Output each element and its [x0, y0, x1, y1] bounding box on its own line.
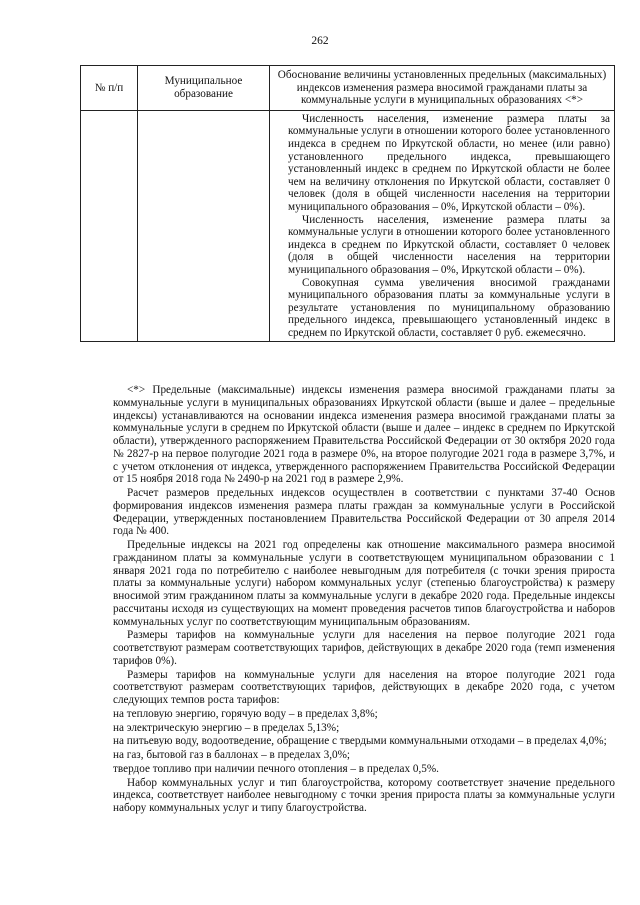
justification-paragraph: Численность населения, изменение размера платы за коммунальные услуги в отношении которого более установленного индекса в среднем по Иркутской области, но менее (или равно) установленного предельного индекса, превышающего установленный индекс в среднем по Иркутской области не более чем на величину отклонения по Иркутской области, составляет 0 человек (доля в общей численности населения на территории муниципального образования – 0%, Иркутской области – 0%). — [288, 112, 610, 213]
body-paragraph: Набор коммунальных услуг и тип благоустройства, которому соответствует значение предельного индекса, соответствует наиболее невыгодному с точки зрения прироста платы за коммунальные услуги набору коммунальных услуг и типу благоустройства. — [113, 776, 615, 814]
body-paragraph: Размеры тарифов на коммунальные услуги для населения на второе полугодие 2021 года соответствуют размерам соответствующих тарифов, действующих в декабре 2020 года, с учетом следующих темпов роста тарифов: — [113, 668, 615, 706]
justification-paragraph: Совокупная сумма увеличения вносимой гражданами муниципального образования платы за коммунальные услуги в результате установления по муниципальному образованию предельного индекса, превышающего установленный индекс в среднем по Иркутской области, составляет 0 руб. ежемесячно. — [288, 276, 610, 339]
body-paragraph: Предельные индексы на 2021 год определены как отношение максимального размера вносимой гражданином платы за коммунальные услуги в соответствующем муниципальном образовании с 1 января 2021 года по потребителю с наиболее невыгодным для потребителя (с точки зрения прироста платы за коммунальные услуги) набором коммунальных услуг (степенью благоустройства) к размеру вносимой этим гражданином платы за коммунальные услуги в декабре 2020 года. Предельные индексы рассчитаны исходя из существующих на момент проведения расчетов типов благоустройства и наборов коммунальных услуг по соответствующим муниципальным образованиям. — [113, 539, 615, 628]
cell-justification — [270, 110, 615, 342]
tariff-item: на питьевую воду, водоотведение, обращение с твердыми коммунальными отходами – в пределах 4,0%; — [113, 735, 607, 748]
tariff-item: на электрическую энергию – в пределах 5,13%; — [113, 721, 340, 734]
cell-number — [81, 110, 138, 342]
header-municipality: Муниципальное образование — [138, 66, 270, 111]
table-header-row — [81, 66, 615, 111]
body-paragraph: Расчет размеров предельных индексов осуществлен в соответствии с пунктами 37-40 Основ формирования индексов изменения размера платы граждан за коммунальные услуги в Российской Федерации, утвержденных постановлением Правительства Российской Федерации от 30 апреля 2014 года № 400. — [113, 487, 615, 538]
justification-table — [80, 65, 615, 342]
body-text — [113, 384, 615, 816]
page-number: 262 — [311, 35, 329, 47]
cell-municipality — [138, 110, 270, 342]
footnote-paragraph: <*> Предельные (максимальные) индексы изменения размера вносимой гражданами платы за коммунальные услуги в муниципальных образованиях Иркутской области (выше и далее – предельные индексы) устанавливаются на основании индекса изменения размера вносимой гражданами платы за коммунальные услуги в среднем по Иркутской области (выше и далее – индекс в среднем по Иркутской области), утвержденного распоряжением Правительства Российской Федерации от 30 октября 2020 года № 2827-р на первое полугодие 2021 года в размере 0%, на второе полугодие 2021 года в размере 3,7%, и с учетом отклонения от индекса, утвержденного распоряжением Правительства Российской Федерации от 15 ноября 2018 года № 2490-р на 2021 год в размере 2,9%. — [113, 384, 615, 486]
header-justification: Обоснование величины установленных предельных (максимальных) индексов изменения размера вносимой гражданами платы за коммунальные услуги в муниципальных образованиях <*> — [270, 66, 615, 111]
tariff-item: на газ, бытовой газ в баллонах – в пределах 3,0%; — [113, 749, 351, 761]
table-row — [81, 110, 615, 342]
justification-paragraph: Численность населения, изменение размера платы за коммунальные услуги в отношении которого более установленного индекса в среднем по Иркутской области, составляет 0 человек (доля в общей численности населения на территории муниципального образования – 0%, Иркутской области – 0%). — [288, 213, 610, 276]
body-paragraph: Размеры тарифов на коммунальные услуги для населения на первое полугодие 2021 года соответствуют размерам соответствующих тарифов, действующих в декабре 2020 года (темп изменения тарифов 0%). — [113, 629, 615, 667]
header-number: № п/п — [81, 66, 138, 111]
tariff-item: твердое топливо при наличии печного отопления – в пределах 0,5%. — [113, 762, 439, 775]
tariff-item: на тепловую энергию, горячую воду – в пределах 3,8%; — [113, 707, 378, 720]
